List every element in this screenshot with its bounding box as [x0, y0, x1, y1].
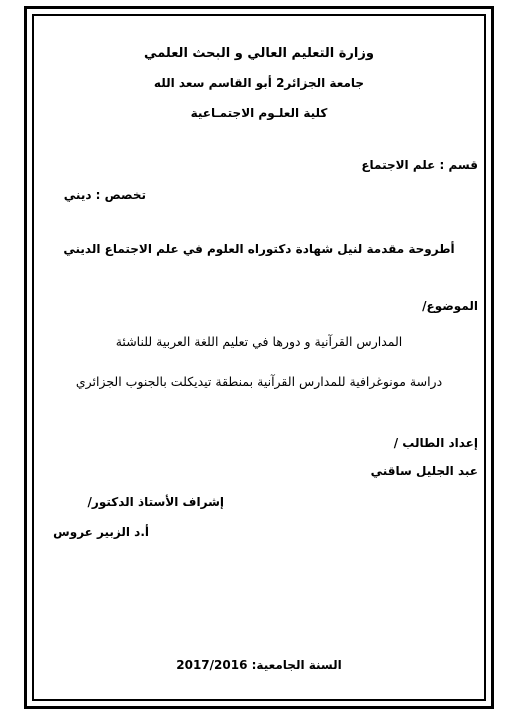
subject-line-2: دراسة مونوغرافية للمدارس القرآنية بمنطقة تيديكلت بالجنوب الجزائري — [75, 374, 443, 389]
department-label: قسم : علم الاجتماع — [361, 158, 478, 172]
university-name: جامعة الجزائر2 أبو القاسم سعد الله — [153, 76, 365, 90]
supervisor-name: أ.د الزبير عروس — [53, 525, 149, 539]
page-border — [24, 6, 494, 709]
student-label: إعداد الطالب / — [393, 436, 478, 450]
supervisor-label: إشراف الأستاذ الدكتور/ — [87, 495, 224, 509]
ministry-name: وزارة التعليم العالي و البحث العلمي — [144, 46, 374, 61]
academic-year: السنة الجامعية: 2017/2016 — [176, 658, 342, 672]
student-name: عبد الجليل ساقني — [370, 464, 478, 478]
page-inner-border — [32, 14, 486, 701]
specialty-label: تخصص : ديني — [63, 188, 146, 202]
subject-label: الموضوع/ — [422, 299, 478, 313]
thesis-title: أطروحة مقدمة لنيل شهادة دكتوراه العلوم في علم الاجتماع الديني — [63, 242, 455, 256]
subject-line-1: المدارس القرآنية و دورها في تعليم اللغة العربية للناشئة — [115, 334, 403, 349]
faculty-name: كلية العلـوم الاجتمـاعية — [190, 106, 328, 120]
